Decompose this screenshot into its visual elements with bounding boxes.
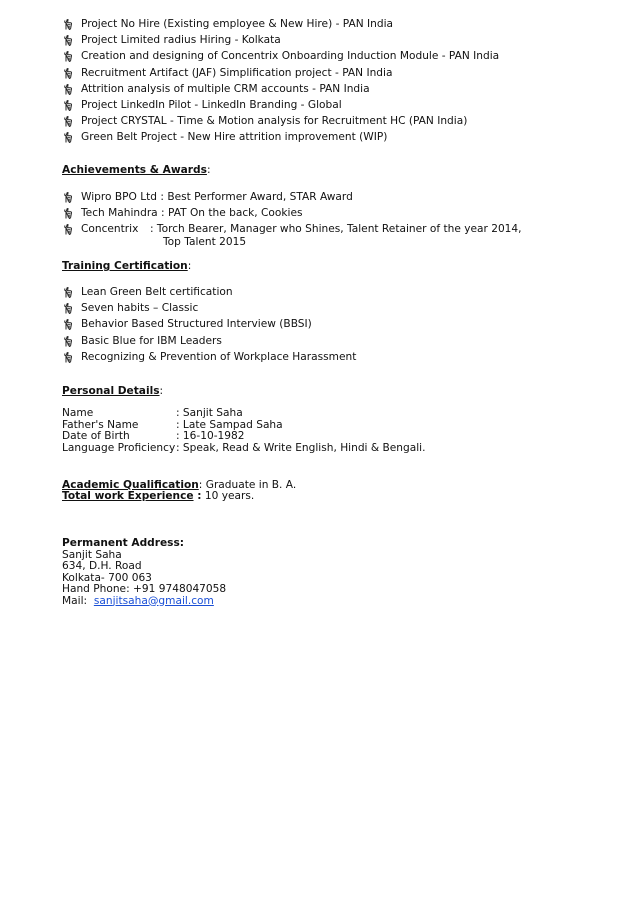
pointing-hand-icon xyxy=(63,84,73,95)
achievements-heading xyxy=(62,164,211,176)
award-continuation: Top Talent 2015 xyxy=(163,236,247,248)
address-line: 634, D.H. Road xyxy=(62,560,142,572)
list-item xyxy=(62,333,356,349)
training-heading-text: Training Certification xyxy=(62,260,188,272)
list-item xyxy=(62,129,499,145)
detail-key: Date of Birth xyxy=(62,430,130,442)
list-item xyxy=(62,205,522,221)
training-text: Behavior Based Structured Interview (BBSI) xyxy=(81,318,312,331)
training-text: Seven habits – Classic xyxy=(81,302,199,315)
project-text: Project No Hire (Existing employee & New Hire) - PAN India xyxy=(81,18,394,30)
detail-key: Name xyxy=(62,407,94,419)
projects-list xyxy=(62,16,499,146)
training-text: Lean Green Belt certification xyxy=(81,286,233,298)
list-item xyxy=(62,300,356,316)
address-line: Kolkata- 700 063 xyxy=(62,571,152,584)
address-line: Hand Phone: +91 9748047058 xyxy=(62,583,227,595)
project-text: Project LinkedIn Pilot - LinkedIn Branding - Global xyxy=(81,98,342,111)
pointing-hand-icon xyxy=(63,19,73,30)
list-item xyxy=(62,316,356,332)
training-heading-colon: : xyxy=(187,260,192,272)
list-item xyxy=(62,349,356,365)
project-text: Project CRYSTAL - Time & Motion analysis for Recruitment HC (PAN India) xyxy=(81,115,468,128)
detail-value: : Late Sampad Saha xyxy=(176,418,283,431)
mail-line xyxy=(62,596,226,608)
address-heading: Permanent Address: xyxy=(62,537,185,549)
list-item xyxy=(62,113,499,129)
award-org: Wipro BPO Ltd xyxy=(81,191,158,203)
pointing-hand-icon xyxy=(63,303,73,314)
training-heading xyxy=(62,260,191,272)
project-text: Green Belt Project - New Hire attrition improvement (WIP) xyxy=(81,131,388,144)
achievements-list xyxy=(62,189,522,238)
award-org: Concentrix xyxy=(81,223,139,236)
project-text: Attrition analysis of multiple CRM accounts - PAN India xyxy=(81,82,370,95)
list-item xyxy=(62,189,522,205)
pointing-hand-icon xyxy=(63,51,73,62)
list-item xyxy=(62,81,499,97)
academic-label: Academic Qualification xyxy=(62,479,199,491)
achievements-heading-text: Achievements & Awards xyxy=(62,164,207,176)
detail-key: Father's Name xyxy=(62,418,139,431)
detail-value: : Sanjit Saha xyxy=(176,407,243,419)
pointing-hand-icon xyxy=(63,100,73,111)
pointing-hand-icon xyxy=(63,192,73,203)
award-text: : Torch Bearer, Manager who Shines, Talent Retainer of the year 2014, xyxy=(150,223,522,236)
training-text: Basic Blue for IBM Leaders xyxy=(81,334,222,347)
personal-heading xyxy=(62,385,163,397)
project-text: Creation and designing of Concentrix Onboarding Induction Module - PAN India xyxy=(81,50,500,63)
list-item xyxy=(62,284,356,300)
project-text: Recruitment Artifact (JAF) Simplification project - PAN India xyxy=(81,66,393,79)
detail-key: Language Proficiency xyxy=(62,441,176,454)
list-item xyxy=(62,16,499,32)
pointing-hand-icon xyxy=(63,287,73,298)
list-item xyxy=(62,32,499,48)
personal-heading-colon: : xyxy=(159,385,164,397)
experience-colon: : xyxy=(193,490,202,502)
academic-value: : Graduate in B. A. xyxy=(198,479,297,491)
award-org: Tech Mahindra xyxy=(81,207,158,220)
award-text: : PAT On the back, Cookies xyxy=(161,207,303,220)
list-item xyxy=(62,97,499,113)
pointing-hand-icon xyxy=(63,352,73,363)
pointing-hand-icon xyxy=(63,224,73,235)
address-line: Sanjit Saha xyxy=(62,548,122,561)
pointing-hand-icon xyxy=(63,35,73,46)
project-text: Project Limited radius Hiring - Kolkata xyxy=(81,34,281,47)
personal-heading-text: Personal Details xyxy=(62,385,160,397)
experience-label: Total work Experience xyxy=(62,490,194,502)
training-list xyxy=(62,284,356,365)
detail-value: : Speak, Read & Write English, Hindi & Bengali. xyxy=(176,441,426,454)
experience-line xyxy=(62,490,254,502)
pointing-hand-icon xyxy=(63,336,73,347)
detail-row xyxy=(62,443,425,455)
training-text: Recognizing & Prevention of Workplace Harassment xyxy=(81,350,357,363)
list-item xyxy=(62,48,499,64)
email-link[interactable]: sanjitsaha@gmail.com xyxy=(93,594,214,607)
address-block xyxy=(62,538,226,607)
pointing-hand-icon xyxy=(63,132,73,143)
mail-label: Mail: xyxy=(62,594,88,607)
pointing-hand-icon xyxy=(63,208,73,219)
list-item xyxy=(62,65,499,81)
award-text: : Best Performer Award, STAR Award xyxy=(160,191,353,203)
pointing-hand-icon xyxy=(63,68,73,79)
pointing-hand-icon xyxy=(63,319,73,330)
list-item xyxy=(62,221,522,237)
personal-details xyxy=(62,408,425,454)
detail-value: : 16-10-1982 xyxy=(176,430,245,442)
achievements-heading-colon: : xyxy=(206,164,211,176)
experience-value: 10 years. xyxy=(201,490,255,502)
pointing-hand-icon xyxy=(63,116,73,127)
